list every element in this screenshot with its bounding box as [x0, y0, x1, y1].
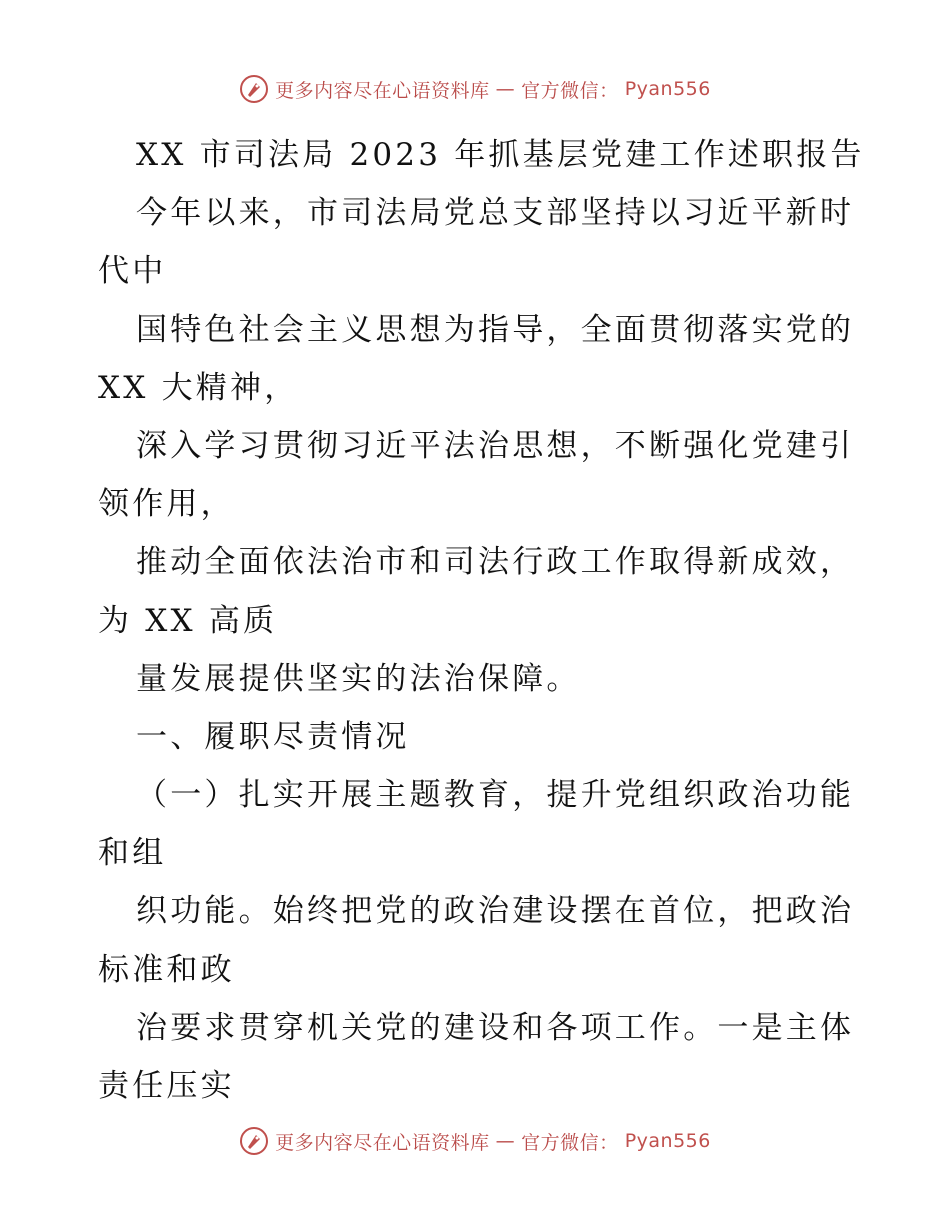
paragraph-line: 治要求贯穿机关党的建设和各项工作。一是主体 — [136, 1009, 855, 1046]
paragraph-line: 深入学习贯彻习近平法治思想，不断强化党建引 — [136, 427, 855, 464]
paragraph-line: 织功能。始终把党的政治建设摆在首位，把政治 — [136, 893, 855, 930]
watermark-dash: — — [495, 1130, 516, 1152]
watermark-brand-text: 更多内容尽在心语资料库 — [275, 1131, 490, 1154]
watermark-account: Pyan556 — [624, 78, 711, 100]
paragraph-line: 为 XX 高质 — [98, 602, 278, 639]
watermark-official-label: 官方微信： — [521, 1131, 619, 1154]
pen-nib-icon — [239, 1126, 269, 1156]
paragraph-line: XX 大精神， — [98, 369, 299, 406]
watermark-footer — [0, 1126, 950, 1156]
paragraph-line: 今年以来，市司法局党总支部坚持以习近平新时 — [136, 195, 855, 232]
pen-nib-icon — [239, 74, 269, 104]
paragraph-line: 领作用， — [98, 486, 235, 523]
watermark-official-label: 官方微信： — [521, 79, 619, 102]
paragraph-line: 和组 — [98, 835, 167, 872]
paragraph-line: 推动全面依法治市和司法行政工作取得新成效， — [136, 544, 855, 581]
paragraph-line: 代中 — [98, 253, 167, 290]
paragraph-line: 量发展提供坚实的法治保障。 — [136, 660, 581, 697]
section-heading: 一、履职尽责情况 — [136, 718, 410, 755]
paragraph-line: 国特色社会主义思想为指导，全面贯彻落实党的 — [136, 311, 855, 348]
watermark-brand-text: 更多内容尽在心语资料库 — [275, 79, 490, 102]
watermark-account: Pyan556 — [624, 1130, 711, 1152]
paragraph-line: 责任压实 — [98, 1068, 235, 1104]
paragraph-line: 标准和政 — [98, 951, 235, 988]
watermark-header — [0, 74, 950, 104]
subsection-heading: （一）扎实开展主题教育，提升党组织政治功能 — [136, 777, 855, 814]
document-body — [98, 126, 865, 1115]
watermark-dash: — — [495, 78, 516, 100]
document-title: XX 市司法局 2023 年抓基层党建工作述职报告 — [136, 137, 865, 173]
